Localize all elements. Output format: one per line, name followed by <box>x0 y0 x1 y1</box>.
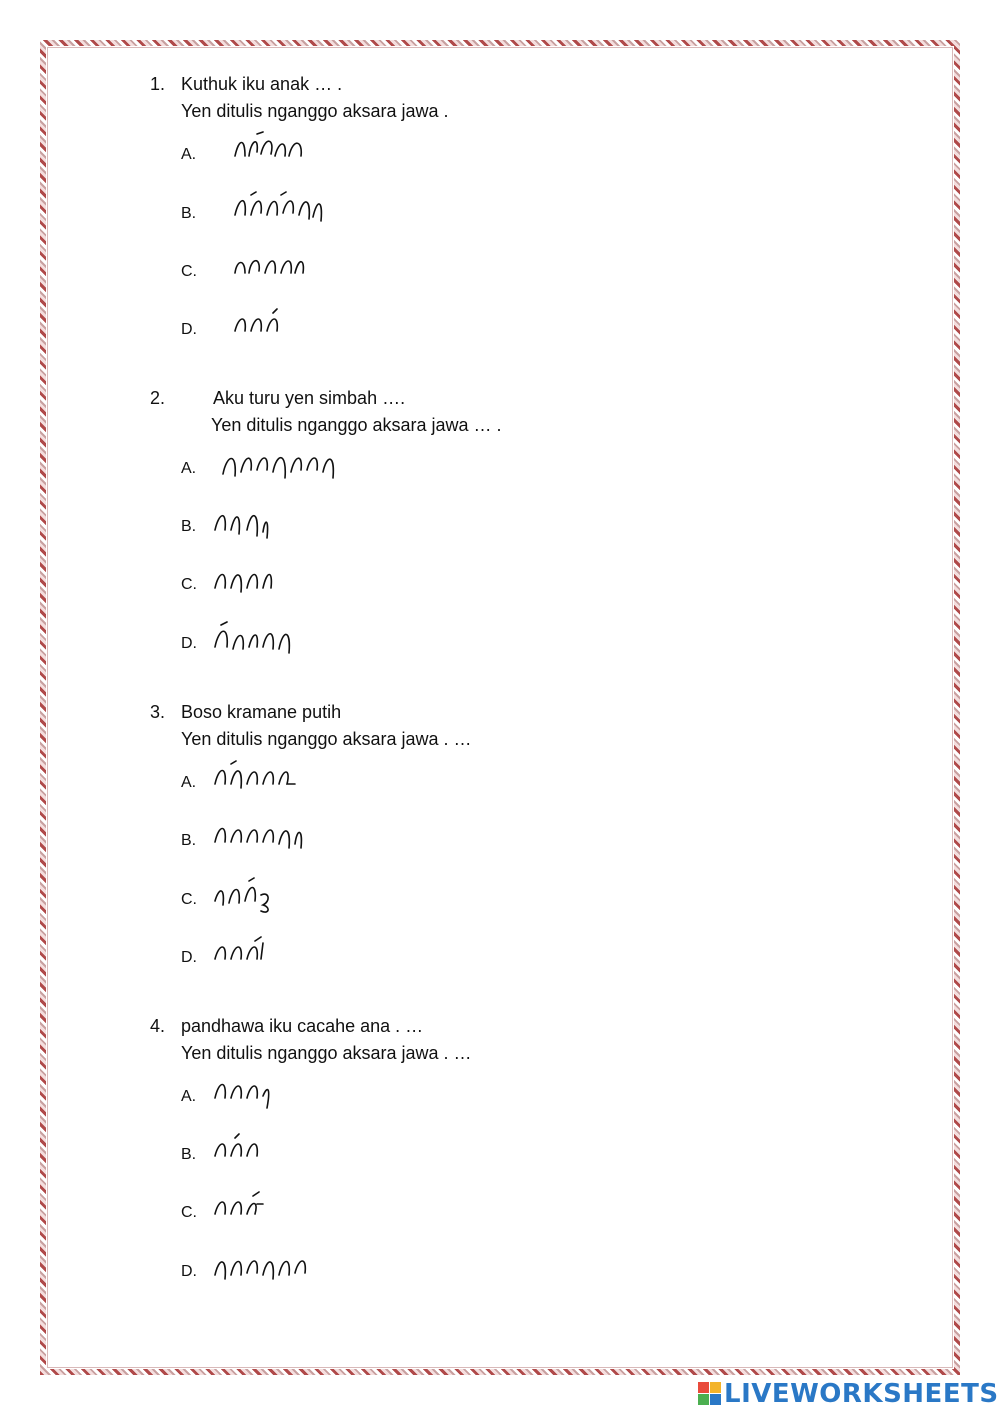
option-letter: B. <box>181 205 197 222</box>
option-letter: D. <box>181 635 197 652</box>
question-instruction: Yen ditulis nganggo aksara jawa . … <box>181 1043 472 1063</box>
javanese-script-glyph <box>211 1130 271 1170</box>
javanese-script-glyph <box>211 933 281 973</box>
option-letter: A. <box>181 1088 197 1105</box>
javanese-script-glyph <box>231 247 311 283</box>
liveworksheets-wordmark: LIVEWORKSHEETS <box>724 1379 999 1409</box>
question-number: 3. <box>150 702 166 722</box>
javanese-script-glyph <box>231 189 331 225</box>
javanese-script-glyph <box>211 502 281 542</box>
option-letter: D. <box>181 321 197 338</box>
javanese-script-glyph <box>211 816 311 856</box>
question-instruction: Yen ditulis nganggo aksara jawa . … <box>181 729 472 749</box>
liveworksheets-brand[interactable] <box>698 1379 999 1409</box>
question-text: pandhawa iku cacahe ana . … <box>181 1016 424 1036</box>
question-number: 1. <box>150 74 166 94</box>
liveworksheets-logo-icon <box>698 1382 722 1406</box>
javanese-script-glyph <box>211 1072 281 1112</box>
question-instruction: Yen ditulis nganggo aksara jawa … . <box>211 415 502 435</box>
question-number: 4. <box>150 1016 166 1036</box>
option-letter: B. <box>181 832 197 849</box>
question-text: Boso kramane putih <box>181 702 342 722</box>
question-number: 2. <box>150 388 166 408</box>
javanese-script-glyph <box>231 130 321 166</box>
option-letter: C. <box>181 1204 197 1221</box>
option-letter: A. <box>181 146 197 163</box>
option-letter: D. <box>181 949 197 966</box>
option-letter: C. <box>181 576 197 593</box>
option-letter: C. <box>181 263 197 280</box>
javanese-script-glyph <box>211 758 301 798</box>
javanese-script-glyph <box>211 875 291 915</box>
javanese-script-glyph <box>211 1188 271 1228</box>
question-instruction: Yen ditulis nganggo aksara jawa . <box>181 101 449 121</box>
javanese-script-glyph <box>211 560 281 600</box>
option-letter: D. <box>181 1263 197 1280</box>
option-letter: A. <box>181 460 197 477</box>
option-letter: B. <box>181 1146 197 1163</box>
javanese-script-glyph <box>211 619 301 659</box>
question-text: Kuthuk iku anak … . <box>181 74 343 94</box>
option-letter: B. <box>181 518 197 535</box>
question-text: Aku turu yen simbah …. <box>213 388 406 408</box>
javanese-script-glyph <box>219 444 349 484</box>
option-letter: C. <box>181 891 197 908</box>
option-letter: A. <box>181 774 197 791</box>
javanese-script-glyph <box>231 305 301 341</box>
javanese-script-glyph <box>211 1247 321 1287</box>
